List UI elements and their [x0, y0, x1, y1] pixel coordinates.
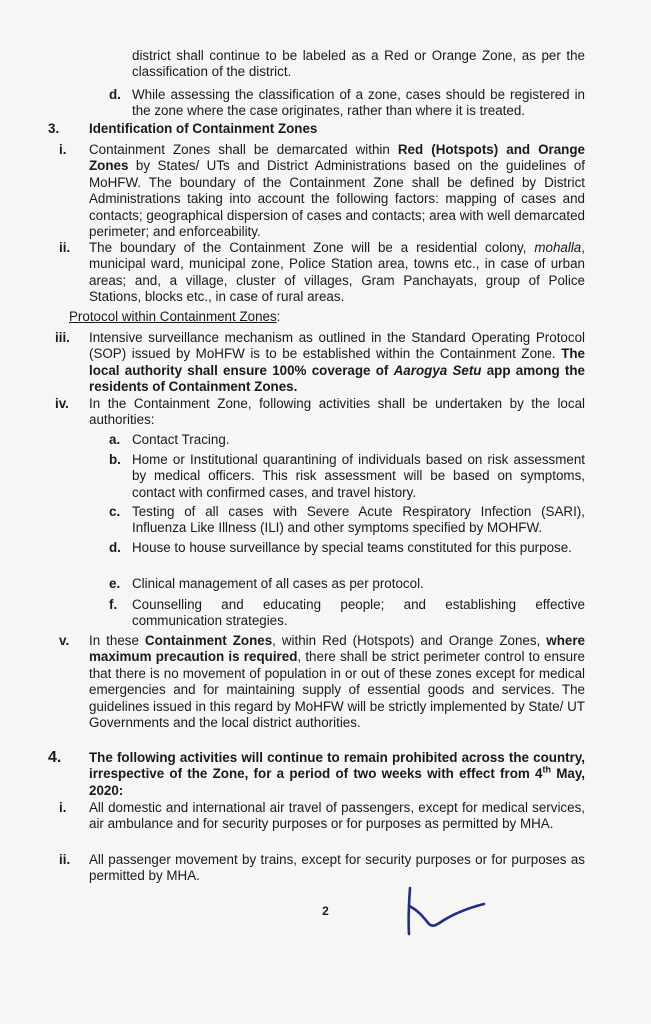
activity-item — [109, 540, 585, 556]
clause-marker: iv. — [55, 396, 69, 411]
activity-item — [109, 576, 585, 592]
activity-item — [109, 432, 585, 448]
clause — [59, 633, 585, 731]
clause — [59, 240, 585, 306]
clause-marker: i. — [59, 800, 67, 815]
list-marker: f. — [109, 597, 118, 612]
list-marker: d. — [109, 87, 121, 102]
list-item-text: Testing of all cases with Severe Acute Respiratory Infection (SARI), Influenza Like Illness (ILI) and other symptoms specified by MOHFW. — [132, 504, 585, 536]
clause — [59, 852, 585, 885]
clause-text: In the Containment Zone, following activities shall be undertaken by the local authorities: — [89, 396, 585, 428]
clause-text: The boundary of the Containment Zone will be a residential colony, mohalla, municipal ward, municipal zone, Police Station area, towns etc., in case of urban areas; and, a village, cluster of villages, Gram Panchayats, group of Police Stations, blocks etc., in case of rural areas. — [89, 240, 585, 305]
paragraph-continuation — [132, 48, 585, 81]
section-number: 4. — [48, 749, 62, 766]
clause-text: In these Containment Zones, within Red (Hotspots) and Orange Zones, where maximum precaution is required, there shall be strict perimeter control to ensure that there is no movement of population in or out of these zones except for medical emergencies and for maintaining supply of essential goods and services. The guidelines issued in this regard by MoHFW will be strictly implemented by State/ UT Governments and the local district authorities. — [89, 633, 585, 731]
list-item-text: While assessing the classification of a zone, cases should be registered in the zone where the case originates, rather than where it is treated. — [132, 87, 585, 119]
list-item-text: Home or Institutional quarantining of individuals based on risk assessment by medical officers. This risk assessment will be based on symptoms, contact with confirmed cases, and travel history. — [132, 452, 585, 500]
clause — [55, 330, 585, 396]
clause-marker: ii. — [59, 852, 71, 867]
list-marker: e. — [109, 576, 121, 591]
clause — [59, 142, 585, 240]
list-marker: d. — [109, 540, 121, 555]
subheading: Protocol within Containment Zones : — [69, 309, 281, 324]
section-heading — [48, 750, 585, 799]
clause-text: Containment Zones shall be demarcated within Red (Hotspots) and Orange Zones by States/ UTs and District Administrations based on the guidelines of MoHFW. The boundary of the Containment Zone shall be defined by District Administrations taking into account the following factors: mapping of cases and contacts; geographical dispersion of cases and contacts; area with well demarcated perimeter; and enforceability. — [89, 142, 585, 240]
activity-item — [109, 452, 585, 501]
clause-text: All domestic and international air travel of passengers, except for medical services, air ambulance and for security purposes or for purposes as permitted by MHA. — [89, 800, 585, 832]
section-heading — [48, 121, 585, 137]
activity-item — [109, 597, 585, 630]
list-marker: a. — [109, 432, 121, 447]
list-item-text: Contact Tracing. — [132, 432, 230, 447]
clause — [55, 396, 585, 429]
clause-marker: v. — [59, 633, 70, 648]
signature-mark — [396, 884, 496, 940]
list-item — [109, 87, 585, 120]
clause-marker: ii. — [59, 240, 71, 255]
clause-text: All passenger movement by trains, except for security purposes or for purposes as permitted by MHA. — [89, 852, 585, 884]
continuation-text: district shall continue to be labeled as a Red or Orange Zone, as per the classification of the district. — [132, 48, 585, 80]
clause-text: Intensive surveillance mechanism as outlined in the Standard Operating Protocol (SOP) issued by MoHFW is to be established within the Containment Zone. The local authority shall ensure 100% coverage of Aarogya Setu app among the residents of Containment Zones. — [89, 330, 585, 395]
list-marker: b. — [109, 452, 121, 467]
clause-marker: iii. — [55, 330, 70, 345]
section-title: The following activities will continue to remain prohibited across the country, irrespective of the Zone, for a period of two weeks with effect from 4th May, 2020: — [89, 750, 585, 798]
clause — [59, 800, 585, 833]
list-marker: c. — [109, 504, 121, 519]
activity-item — [109, 504, 585, 537]
page-number: 2 — [322, 904, 329, 918]
list-item-text: Clinical management of all cases as per protocol. — [132, 576, 424, 591]
section-title: Identification of Containment Zones — [89, 121, 318, 136]
subheading-text: Protocol within Containment Zones — [69, 309, 277, 324]
list-item-text: House to house surveillance by special teams constituted for this purpose. — [132, 540, 572, 555]
clause-marker: i. — [59, 142, 67, 157]
list-item-text: Counselling and educating people; and establishing effective communication strategies. — [132, 597, 585, 629]
section-number: 3. — [48, 121, 60, 136]
